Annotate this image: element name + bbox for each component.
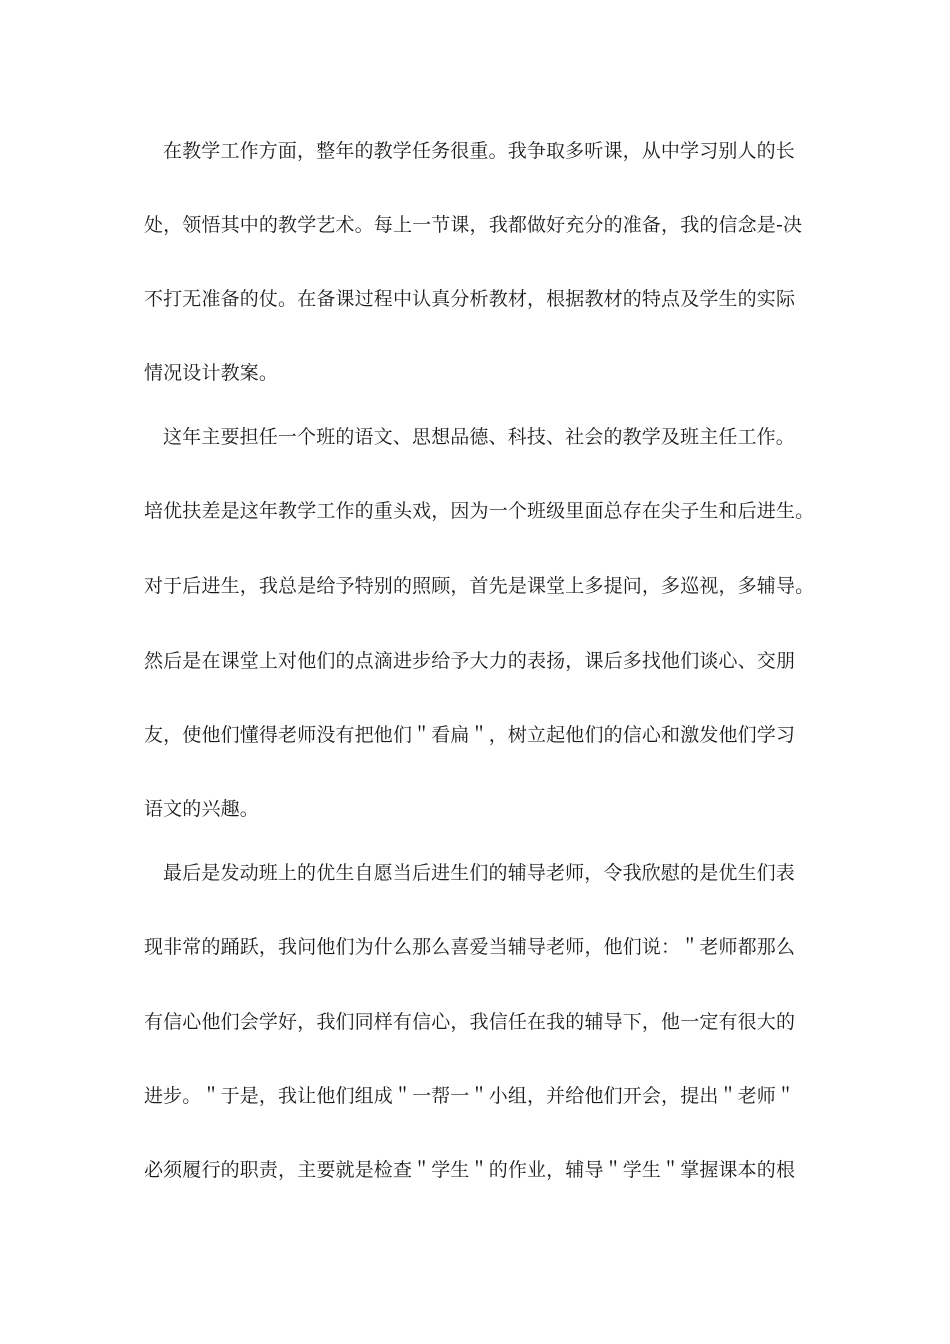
text-line: 友，使他们懂得老师没有把他们＂看扁＂，树立起他们的信心和激发他们学习 (144, 724, 796, 746)
text-line: 处，领悟其中的教学艺术。每上一节课，我都做好充分的准备，我的信念是-决 (144, 214, 803, 236)
text-line: 必须履行的职责，主要就是检查＂学生＂的作业，辅导＂学生＂掌握课本的根 (144, 1159, 796, 1181)
text-line: 最后是发动班上的优生自愿当后进生们的辅导老师，令我欣慰的是优生们表 (163, 862, 795, 884)
text-line: 对于后进生，我总是给予特别的照顾，首先是课堂上多提问，多巡视，多辅导。 (144, 575, 815, 597)
text-line: 有信心他们会学好，我们同样有信心，我信任在我的辅导下，他一定有很大的 (144, 1011, 796, 1033)
text-line: 然后是在课堂上对他们的点滴进步给予大力的表扬，课后多找他们谈心、交朋 (144, 650, 796, 672)
text-line: 进步。＂于是，我让他们组成＂一帮一＂小组，并给他们开会，提出＂老师＂ (144, 1085, 796, 1107)
text-line: 现非常的踊跃，我问他们为什么那么喜爱当辅导老师，他们说：＂老师都那么 (144, 936, 796, 958)
text-line: 情况设计教案。 (144, 362, 279, 384)
text-line: 不打无准备的仗。在备课过程中认真分析教材，根据教材的特点及学生的实际 (144, 288, 796, 310)
text-line: 这年主要担任一个班的语文、思想品德、科技、社会的教学及班主任工作。 (163, 426, 795, 448)
text-line: 在教学工作方面，整年的教学任务很重。我争取多听课，从中学习别人的长 (163, 140, 795, 162)
text-line: 语文的兴趣。 (144, 798, 259, 820)
text-line: 培优扶差是这年教学工作的重头戏，因为一个班级里面总存在尖子生和后进生。 (144, 500, 815, 522)
